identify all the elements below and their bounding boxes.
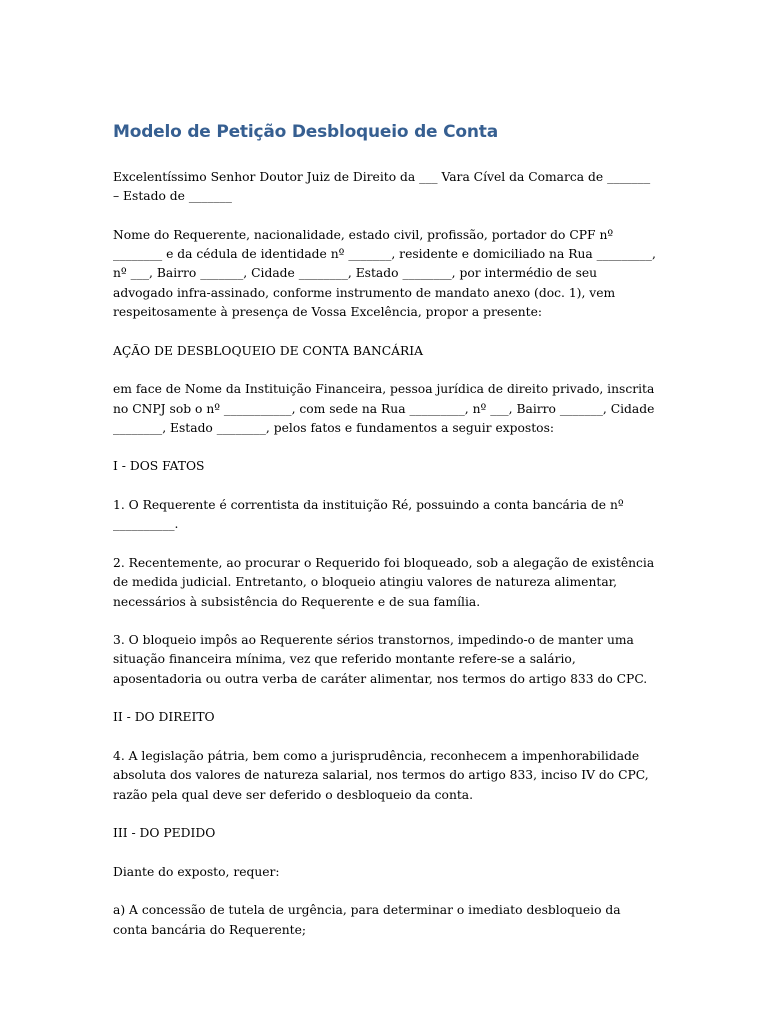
paragraph-law-4: 4. A legislação pátria, bem como a jurisprudência, reconhecem a impenhorabilidade absoluta dos valores de natureza salarial, nos termos do artigo 833, inciso IV do CPC, razão pela qual deve ser deferido o desbloqueio da conta. <box>113 748 649 802</box>
paragraph-defendant-qualification: em face de Nome da Instituição Financeira, pessoa jurídica de direito privado, inscrita no CNPJ sob o nº ___________, com sede na Rua _________, nº ___, Bairro _______, Cidade ________, Estado ________, pelos fatos e fundamentos a seguir expostos: <box>113 382 655 435</box>
section-heading-law: II - DO DIREITO <box>113 710 215 725</box>
paragraph-fact-3: 3. O bloqueio impôs ao Requerente sérios transtornos, impedindo-o de manter uma situação financeira mínima, vez que referido montante refere-se a salário, aposentadoria ou outra verba de caráter alimentar, nos termos do artigo 833 do CPC. <box>113 633 648 686</box>
paragraph-fact-1: 1. O Requerente é correntista da instituição Ré, possuindo a conta bancária de nº __________. <box>113 498 624 532</box>
paragraph-fact-2: 2. Recentemente, ao procurar o Requerido foi bloqueado, sob a alegação de existência de medida judicial. Entretanto, o bloqueio atingiu valores de natureza alimentar, necessários à subsistência do Requerente e de sua família. <box>113 555 655 609</box>
document-title: Modelo de Petição Desbloqueio de Conta <box>113 122 498 142</box>
paragraph-plaintiff-qualification: Nome do Requerente, nacionalidade, estado civil, profissão, portador do CPF nº ________ e da cédula de identidade nº _______, residente e domiciliado na Rua _________, nº ___, Bairro _______, Cidade ________, Estado ________, por intermédio de seu advogado infra-assinado, conforme instrumento de mandato anexo (doc. 1), vem respeitosamente à presença de Vossa Excelência, propor a presente: <box>113 227 656 320</box>
section-heading-facts: I - DOS FATOS <box>113 459 205 474</box>
paragraph-request-a: a) A concessão de tutela de urgência, para determinar o imediato desbloqueio da conta bancária do Requerente; <box>113 903 621 937</box>
paragraph-request-intro: Diante do exposto, requer: <box>113 864 280 879</box>
section-heading-request: III - DO PEDIDO <box>113 826 216 841</box>
document-body <box>113 168 658 959</box>
paragraph-addressee: Excelentíssimo Senhor Doutor Juiz de Direito da ___ Vara Cível da Comarca de _______ – Estado de _______ <box>113 170 651 204</box>
paragraph-action-name: AÇÃO DE DESBLOQUEIO DE CONTA BANCÁRIA <box>113 343 423 358</box>
